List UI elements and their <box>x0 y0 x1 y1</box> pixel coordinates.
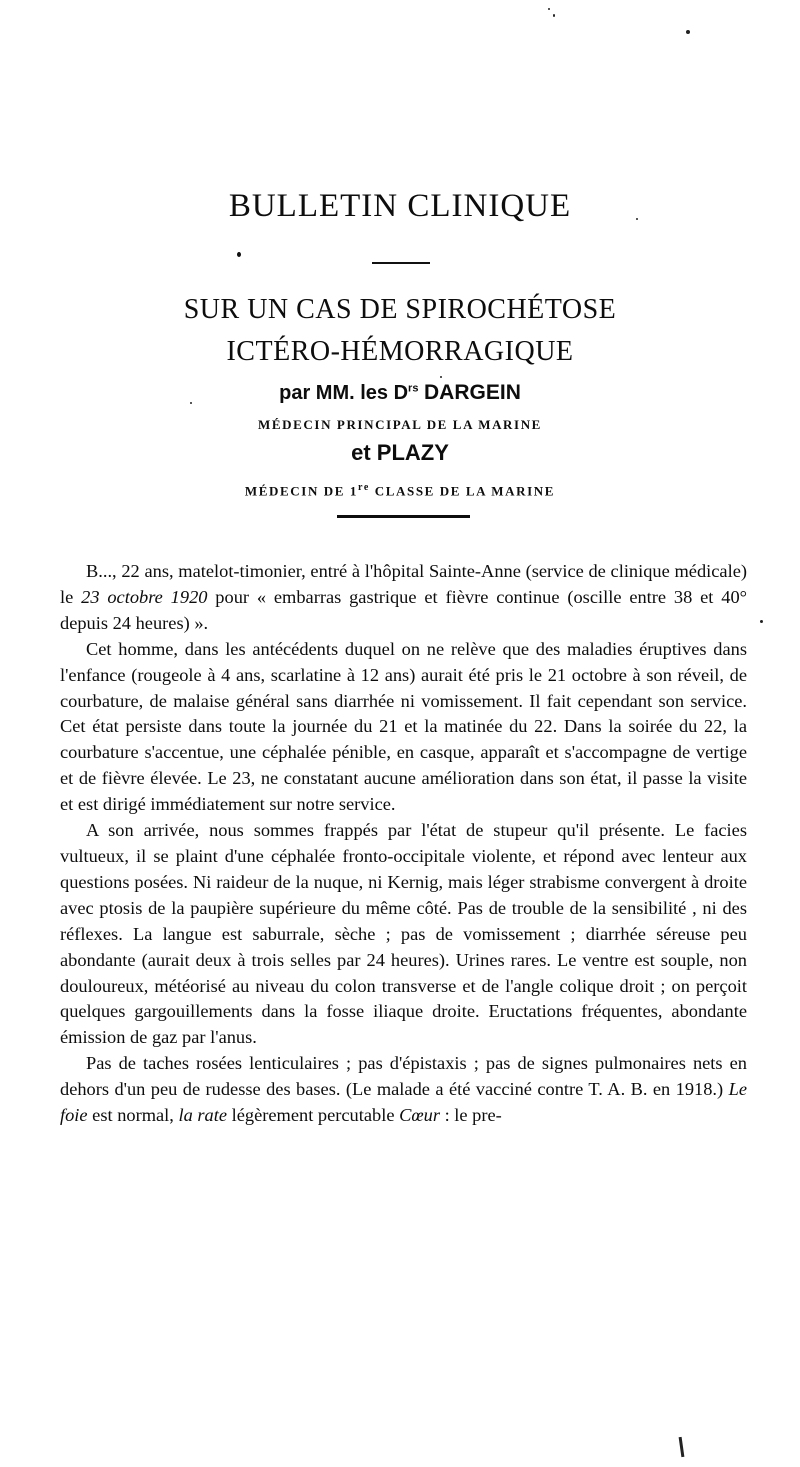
section-heading: BULLETIN CLINIQUE <box>228 188 572 224</box>
author-2-role-post: CLASSE DE LA MARINE <box>369 483 556 499</box>
author-1-role: MÉDECIN PRINCIPAL DE LA MARINE <box>258 417 542 432</box>
byline-divider <box>337 515 470 518</box>
admission-date: 23 octobre 1920 <box>81 586 208 607</box>
paragraph-4-text-d: : le pre- <box>439 1105 502 1126</box>
byline-connector: et <box>351 440 371 465</box>
paragraph-4 <box>60 1051 747 1129</box>
paragraph-1-text-a: B..., 22 ans, matelot-timonier, entré à l'hôpital Sainte-Anne (service de clinique médicale) le <box>60 561 747 607</box>
byline-authors <box>0 381 800 405</box>
article-title-line-1: SUR UN CAS DE SPIROCHÉTOSE <box>183 294 617 325</box>
author-2-role-pre: MÉDECIN DE 1 <box>244 483 359 499</box>
ink-mark <box>237 252 241 257</box>
paragraph-4-text-c: légèrement percutable <box>227 1105 400 1126</box>
article-title-line-2: ICTÉRO-HÉMORRAGIQUE <box>226 336 574 367</box>
paragraph-4-le-foie: Le foie <box>60 1079 747 1126</box>
ink-stroke <box>679 1437 685 1457</box>
article-body <box>60 559 747 1129</box>
paragraph-1 <box>60 559 747 637</box>
paragraph-4-la-rate: la rate <box>178 1105 228 1126</box>
title-divider <box>372 262 430 264</box>
paragraph-2: Cet homme, dans les antécédents duquel on ne relève que des maladies éruptives dans l'enfance (rougeole à 4 ans, scarlatine à 12 ans) aurait été pris le 21 octobre à son réveil, de courbature, de malaise général sans diarrhée ni vomissement. Il fait cependant son service. Cet état persiste dans toute la journée du 21 et la matinée du 22. Dans la soirée du 22, la courbature s'accentue, une céphalée pénible, en casque, apparaît et s'accompagne de vertige et de fièvre élevée. Le 23, ne constatant aucune amélioration dans son état, il passe la visite et est dirigé immédiatement sur notre service. <box>60 638 747 815</box>
paragraph-1-text-b: pour « embarras gastrique et fièvre continue (oscille entre 38 et 40° depuis 24 heures) ». <box>60 586 747 633</box>
author-2-name: PLAZY <box>376 440 449 465</box>
paragraph-3: A son arrivée, nous sommes frappés par l'état de stupeur qu'il présente. Le facies vultueux, il se plaint d'une céphalée fronto-occipitale violente, et répond avec lenteur aux questions posées. Ni raideur de la nuque, ni Kernig, mais léger strabisme convergent à droite avec ptosis de la paupière supérieure du même côté. Pas de trouble de la sensibilité , ni des réflexes. La langue est saburrale, sèche ; pas de vomissement ; diarrhée séreuse peu abondante (aurait deux à trois selles par 24 heures). Urines rares. Le ventre est souple, non douloureux, météorisé au niveau du colon transverse et de l'angle colique droit ; on perçoit quelques gargouillements dans la fosse iliaque droite. Eructations fréquentes, abondante émission de gaz par l'anus. <box>60 820 747 1048</box>
paragraph-4-text-a: Pas de taches rosées lenticulaires ; pas d'épistaxis ; pas de signes pulmonaires nets en dehors d'un peu de rudesse des bases. (Le malade a été vacciné contre T. A. B. en 1918.) <box>60 1053 747 1100</box>
author-2-role <box>0 482 800 499</box>
paragraph-4-coeur: Cœur <box>399 1105 440 1126</box>
author-1-name: DARGEIN <box>424 381 521 404</box>
author-2-role-sup: re <box>358 482 370 493</box>
byline-superscript: rs <box>408 382 419 395</box>
byline-author-2 <box>0 440 800 466</box>
byline-prefix: par MM. les D <box>279 382 409 404</box>
paragraph-4-text-b: est normal, <box>87 1105 179 1126</box>
